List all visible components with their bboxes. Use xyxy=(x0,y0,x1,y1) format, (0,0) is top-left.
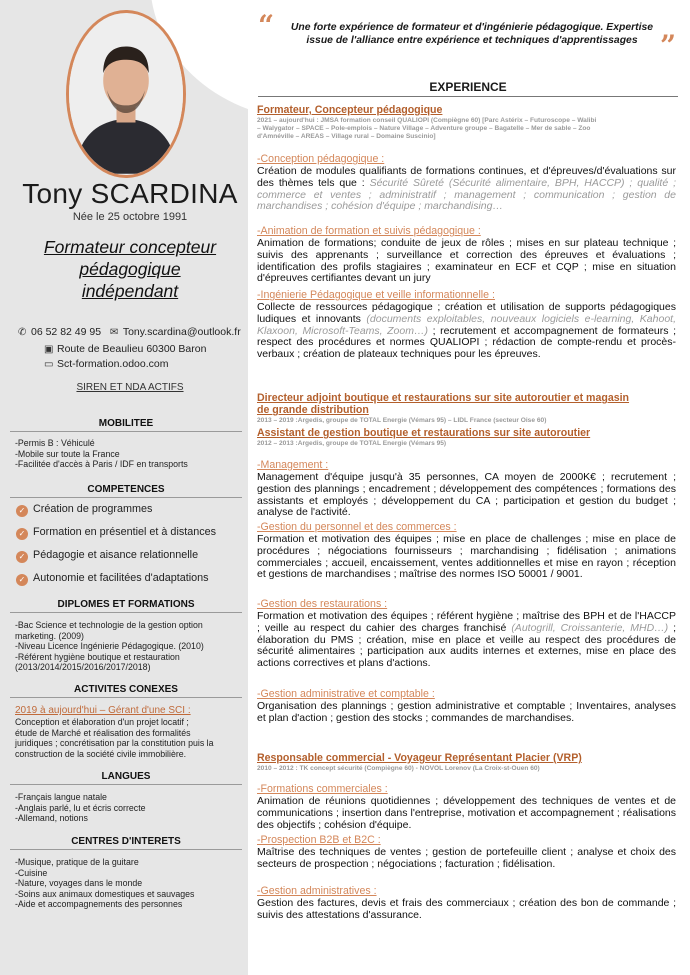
subheading: -Gestion du personnel et des commerces : xyxy=(257,521,457,533)
paragraph: Maîtrise des techniques de ventes ; gestion de portefeuille client ; analyse et choix des secteurs de prospection ; négociations ; facturation ; fidélisation. xyxy=(257,846,676,870)
langues-list xyxy=(15,792,245,824)
job-title-4: Responsable commercial - Voyageur Représentant Placier (VRP) xyxy=(257,752,582,764)
person-name: Tony SCARDINA xyxy=(22,178,238,209)
paragraph: Organisation des plannings ; gestion administrative et comptable ; Inventaires, analyses et plan d'action ; gestion des stocks ; commandes de marchandises. xyxy=(257,700,676,724)
list-item: (2013/2014/2015/2016/2017/2018) xyxy=(15,662,151,673)
list-item: -Français langue natale xyxy=(15,792,107,802)
job-title-main xyxy=(8,236,252,302)
competence-label: Création de programmes xyxy=(33,503,153,515)
section-title-competences: COMPETENCES xyxy=(10,484,242,498)
job-company-3: 2012 – 2013 :Argedis, groupe de TOTAL Energie (Vémars 95) xyxy=(257,440,447,447)
job-title-line: pédagogique xyxy=(79,259,181,279)
activites-description xyxy=(15,717,245,759)
list-item: -Cuisine xyxy=(15,867,48,878)
list-item: -Musique, pratique de la guitare xyxy=(15,857,139,867)
text-span: Création de modules qualifiants de formations continues, et d'épreuves/d'évaluations sur des thèmes tels que : xyxy=(257,165,676,189)
subheading: -Formations commerciales : xyxy=(257,783,388,795)
paragraph: Management d'équipe jusqu'à 35 personnes, CA moyen de 2000K€ ; recrutement ; gestion des plannings ; encadrement ; développement des compétences ; formations des assistants et employés ; développement du CA ; participation et gestion du budget ; analyse de l'activité. xyxy=(257,471,676,519)
competence-item xyxy=(16,526,216,540)
job-company-line: – Walygator – SPACE – Pole-emplois – Nature Village – Adventure groupe – Bagatelle – Mer de sable – Zoo xyxy=(257,125,591,132)
paragraph: Gestion des factures, devis et frais des commerciaux ; création des bon de commande ; suivis des attestations d'assurance. xyxy=(257,897,676,921)
email-icon: ✉ xyxy=(109,327,119,338)
job-title-line: Directeur adjoint boutique et restaurations sur site autoroutier et magasin xyxy=(257,392,630,404)
check-circle-icon: ✓ xyxy=(16,574,28,586)
competence-label: Pédagogie et aisance relationnelle xyxy=(33,549,199,561)
subheading: -Gestion administrative et comptable : xyxy=(257,688,435,700)
text-span-muted: (documents exploitables, nouveaux logiciels e-learning, Kahoot, Klaxoon, Microsoft-Teams, Zoom…) xyxy=(257,312,677,337)
map-icon: ▣ xyxy=(44,344,54,355)
subheading: -Gestion administratives : xyxy=(257,885,377,897)
job-title-line: indépendant xyxy=(81,281,179,301)
text-line: Conception et élaboration d'un projet locatif ; xyxy=(15,717,189,727)
contact-phone-email-row xyxy=(18,326,241,338)
contact-website-row xyxy=(44,358,168,370)
phone-number[interactable]: 06 52 82 49 95 xyxy=(31,326,102,338)
website-link[interactable]: Sct-formation.odoo.com xyxy=(57,358,169,370)
list-item: -Mobile sur toute la France xyxy=(15,448,120,459)
competence-item xyxy=(16,503,152,517)
competence-item xyxy=(16,572,209,586)
job-title-line: Formateur concepteur xyxy=(43,237,217,257)
paragraph: Formation et motivation des équipes ; mise en place de challenges ; mise en place de procédures ; négociations fournisseurs ; marchandising ; fidélisation ; animations commerciales ; accueil, encaissement, ventes additionnelles et mise en rayon ; réception et gestions de marchandises ; maîtrise des normes ISO 50001 / 9001. xyxy=(257,533,676,581)
section-title-mobilite: MOBILITEE xyxy=(10,418,242,432)
text-line: étude de Marché et réalisation des formalités xyxy=(15,727,191,738)
job-title-1: Formateur, Concepteur pédagogique xyxy=(257,104,443,116)
job-company-line: d'Amnéville – AREAS – Village rural – Domaine Suscinio] xyxy=(257,133,436,140)
interets-list xyxy=(15,857,245,910)
list-item: marketing. (2009) xyxy=(15,630,84,641)
section-title-langues: LANGUES xyxy=(10,771,242,785)
list-item: -Nature, voyages dans le monde xyxy=(15,878,143,889)
job-title-2 xyxy=(257,392,677,416)
subheading: -Prospection B2B et B2C : xyxy=(257,834,381,846)
profile-photo xyxy=(66,10,186,178)
section-title-interets: CENTRES D'INTERETS xyxy=(10,836,242,850)
list-item: -Bac Science et technologie de la gestion option xyxy=(15,620,203,630)
check-circle-icon: ✓ xyxy=(16,528,28,540)
section-title-experience: EXPERIENCE xyxy=(258,80,678,97)
contact-address-row xyxy=(44,343,206,355)
text-span: ; élaboration du PMS ; création, mise en place et veille au respect des procédures de sécurité alimentaires ; participation aux audits internes et externes, mise en place des actions correctives et plans d'actions. xyxy=(257,621,677,670)
quote-close-icon: ” xyxy=(660,29,677,62)
text-span: ; recrutement et accompagnement de formateurs ; respect des procédures et normes QUALIOPI ; rédaction de compte-rendu et procès-verbaux ; création de plateaux techniques pour les épreuves. xyxy=(257,324,677,361)
text-line: construction de la société civile immobilière. xyxy=(15,748,187,759)
tagline-line: issue de l'alliance entre expérience et techniques d'apprentissages xyxy=(306,34,638,46)
tagline xyxy=(282,22,662,47)
check-circle-icon: ✓ xyxy=(16,551,28,563)
text-line: juridiques ; concrétisation par la constitution puis la xyxy=(15,738,214,749)
computer-icon: ▭ xyxy=(44,359,54,370)
paragraph xyxy=(257,611,676,670)
list-item: -Aide et accompagnements des personnes xyxy=(15,899,183,910)
job-title-3: Assistant de gestion boutique et restaurations sur site autoroutier xyxy=(257,427,591,439)
text-span: Formation et motivation des équipes ; référent hygiène ; maîtrise des BPH et de l'HACCP ; veille au respect du cahier des charges franchisé xyxy=(257,610,676,634)
job-title-line: de grande distribution xyxy=(257,404,369,416)
subheading: -Conception pédagogique : xyxy=(257,153,385,165)
paragraph: Animation de réunions quotidiennes ; développement des techniques de ventes et de communications ; insertion dans l'entreprise, motivation et accompagnement ; réalisations des objectifs ; cohésion d'équipe. xyxy=(257,795,676,831)
email-address[interactable]: Tony.scardina@outlook.fr xyxy=(122,326,241,338)
section-title-activites: ACTIVITES CONEXES xyxy=(10,684,242,698)
postal-address: Route de Beaulieu 60300 Baron xyxy=(57,343,207,355)
text-span-muted: Sécurité Sûreté (Sécurité alimentaire, BPH, HACCP) ; qualité ; commerce et ventes ; administratif ; management ; communication ; gestion de marchandises ; cohésion d'équipe ; marchandising… xyxy=(257,176,676,213)
list-item: -Facilitée d'accès à Paris / IDF en transports xyxy=(15,459,188,470)
quote-open-icon: “ xyxy=(258,9,275,42)
text-span-muted: (Autogrill, Croissanterie, MHD…) xyxy=(511,621,669,634)
phone-icon: ✆ xyxy=(18,327,27,338)
list-item: -Anglais parlé, lu et écris correcte xyxy=(15,802,146,813)
subheading: -Management : xyxy=(257,459,329,471)
paragraph xyxy=(257,166,676,213)
check-circle-icon: ✓ xyxy=(16,505,28,517)
job-company-4: 2010 – 2012 : TK concept sécurité (Compiègne 60) - NOVOL Lorenov (La Croix-st-Ouen 60) xyxy=(257,765,540,772)
paragraph xyxy=(257,302,676,361)
list-item: -Niveau Licence Ingénierie Pédagogique. (2010) xyxy=(15,641,204,652)
list-item: -Allemand, notions xyxy=(15,813,88,824)
competence-label: Autonomie et facilitées d'adaptations xyxy=(33,572,209,584)
job-company-2: 2013 – 2019 :Argedis, groupe de TOTAL Energie (Vémars 95) – LIDL France (secteur Oise 60) xyxy=(257,417,547,424)
sci-activity-link[interactable]: 2019 à aujourd'hui – Gérant d'une SCI : xyxy=(15,705,191,716)
competence-item xyxy=(16,549,198,563)
tagline-line: Une forte expérience de formateur et d'ingénierie pédagogique. Expertise xyxy=(290,22,654,33)
job-company-line: 2021 – aujourd'hui : JMSA formation conseil QUALIOPI (Compiègne 60) [Parc Astérix – Futuroscope – Walibi xyxy=(257,117,597,124)
paragraph: Animation de formations; conduite de jeux de rôles ; mises en sur plateau technique ; suivis des apprenants ; surveillance et correction des épreuves et évaluations ; identification des profils stagiaires ; examinateur en ECF et CQP ; mise en situation d'épreuves certifiantes devant un jury xyxy=(257,237,676,285)
subheading: -Animation de formation et suivis pédagogique : xyxy=(257,225,481,237)
birth-date: Née le 25 octobre 1991 xyxy=(72,211,188,223)
mobilite-list xyxy=(15,438,245,470)
list-item: -Permis B : Véhiculé xyxy=(15,438,95,448)
competence-label: Formation en présentiel et à distances xyxy=(33,526,217,538)
section-title-diplomes: DIPLOMES ET FORMATIONS xyxy=(10,599,242,613)
siren-note: SIREN ET NDA ACTIFS xyxy=(76,382,184,393)
text-span: Collecte de ressources pédagogique ; création et utilisation de supports pédagogiques ludiques et innovants xyxy=(257,301,676,325)
job-company-1 xyxy=(257,117,687,141)
list-item: -Référent hygiène boutique et restauration xyxy=(15,651,180,662)
subheading: -Gestion des restaurations : xyxy=(257,598,388,610)
diplomes-list xyxy=(15,620,245,673)
list-item: -Soins aux animaux domestiques et sauvages xyxy=(15,888,195,899)
subheading: -Ingénierie Pédagogique et veille informationnelle : xyxy=(257,289,495,301)
